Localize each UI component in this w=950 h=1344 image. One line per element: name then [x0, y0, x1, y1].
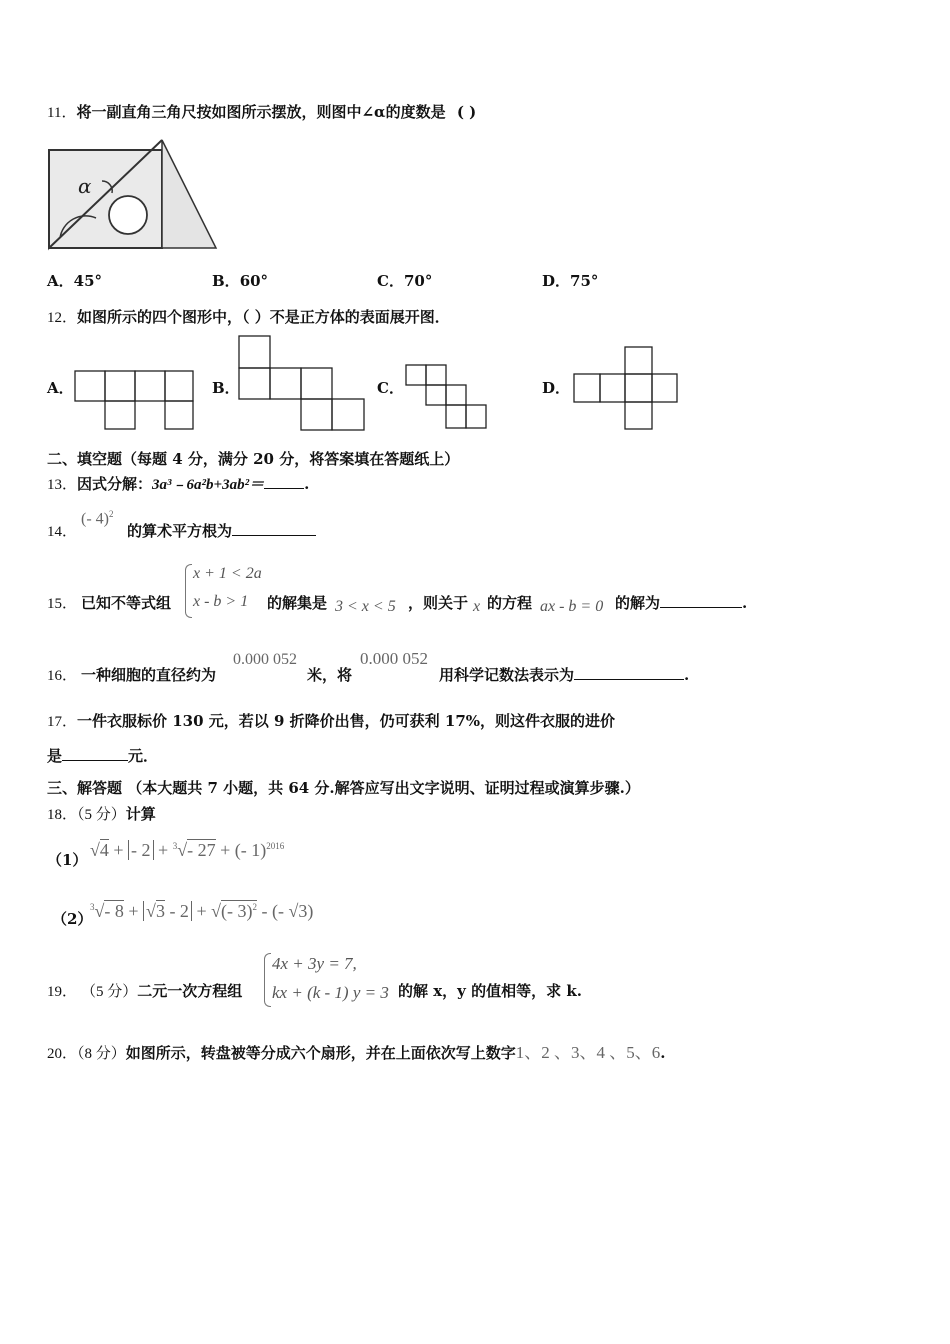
q16-text3: 用科学记数法表示为 . [439, 666, 690, 684]
q19-brace [264, 953, 271, 1007]
q11-option-c[interactable]: C．70° [377, 272, 433, 290]
q11-option-a[interactable]: A．45° [47, 272, 103, 290]
q19-eq2: kx + (k - 1) y = 3 [272, 983, 389, 1002]
q14-answer-blank[interactable] [232, 521, 316, 536]
q19-number: 19． [47, 984, 78, 1000]
q15-brace [185, 564, 192, 618]
q15-var: x [473, 598, 481, 615]
q14-number: 14． [47, 524, 78, 540]
q11-option-b[interactable]: B．60° [212, 272, 269, 290]
q12-option-a-label[interactable]: A． [47, 379, 74, 397]
alpha-label: α [78, 174, 92, 198]
q14-text: 的算术平方根为 [127, 520, 316, 541]
q15-text1: 已知不等式组 [81, 594, 172, 612]
q16-value1: 0.000 052 [233, 651, 297, 668]
q13-answer-blank[interactable] [264, 474, 304, 489]
q12-option-b-label[interactable]: B． [212, 379, 240, 397]
q11-stem: 11．将一副直角三角尺按如图所示摆放，则图中∠α的度数是 ( ) [47, 103, 477, 121]
q15-text4: 的方程 [487, 594, 533, 612]
q15-number: 15． [47, 596, 78, 612]
q20: 20．（8 分）如图所示，转盘被等分成六个扇形，并在上面依次写上数字1、2 、3、4 、5、6. [47, 1043, 666, 1062]
q15-solution: 3 < x < 5 [335, 598, 396, 615]
q11-option-d[interactable]: D．75° [542, 272, 599, 290]
q12-stem: 12．如图所示的四个图形中，（ ）不是正方体的表面展开图． [47, 308, 450, 326]
q17-line2: 是 元． [47, 747, 159, 765]
q12-option-c-label[interactable]: C． [377, 379, 404, 397]
q16-number: 16． [47, 668, 78, 684]
q15-ineq1: x + 1 < 2a [193, 565, 262, 582]
q18-stem: 18．（5 分）计算 [47, 805, 156, 823]
q13: 13．因式分解：3a³﹣6a²b+3ab²＝ . [47, 475, 310, 493]
q18-part1-label: （1） [47, 851, 88, 869]
q18-part2-label: （2） [52, 910, 93, 928]
q15-ineq2: x - b > 1 [193, 593, 249, 610]
q15-text3: ，则关于 [408, 594, 469, 612]
q18-part1-expr: √4 + - 2 + $^3$√- 27 + (- 1)$^{2016}$ [90, 840, 285, 860]
q19-text1: （5 分）二元一次方程组 [81, 982, 243, 1000]
section-2-heading: 二、填空题（每题 4 分，满分 20 分，将答案填在答题纸上） [47, 450, 460, 468]
q17-line1: 17．一件衣服标价 130 元，若以 9 折降价出售，仍可获利 17%，则这件衣服的进价 [47, 712, 616, 730]
q14-expr: (- 4)$^2$ [81, 509, 114, 528]
q18-part2-expr: $^3$√- 8 + √3 - 2 + √(- 3)$^2$ - (- √3) [90, 901, 314, 921]
q19-eq1: 4x + 3y = 7, [272, 954, 357, 973]
q15-equation: ax - b = 0 [540, 598, 604, 615]
q16-value2: 0.000 052 [360, 649, 428, 668]
cube-net-a [72, 368, 196, 432]
q15-text5: 的解为 . [615, 594, 748, 612]
section-3-heading: 三、解答题 （本大题共 7 小题，共 64 分.解答应写出文字说明、证明过程或演算步骤.） [47, 779, 640, 797]
q16-text2: 米，将 [307, 666, 353, 684]
q15-text2: 的解集是 [267, 594, 328, 612]
cube-net-b [236, 333, 368, 433]
q17-answer-blank[interactable] [62, 746, 128, 761]
cube-net-c [403, 362, 489, 432]
q12-option-d-label[interactable]: D． [542, 379, 571, 397]
q15-answer-blank[interactable] [660, 593, 742, 608]
cube-net-d [571, 344, 681, 434]
q16-text1: 一种细胞的直径约为 [81, 666, 217, 684]
q16-answer-blank[interactable] [574, 665, 684, 680]
q19-text2: 的解 x，y 的值相等，求 k. [398, 982, 582, 1000]
triangle-figure [44, 135, 219, 255]
